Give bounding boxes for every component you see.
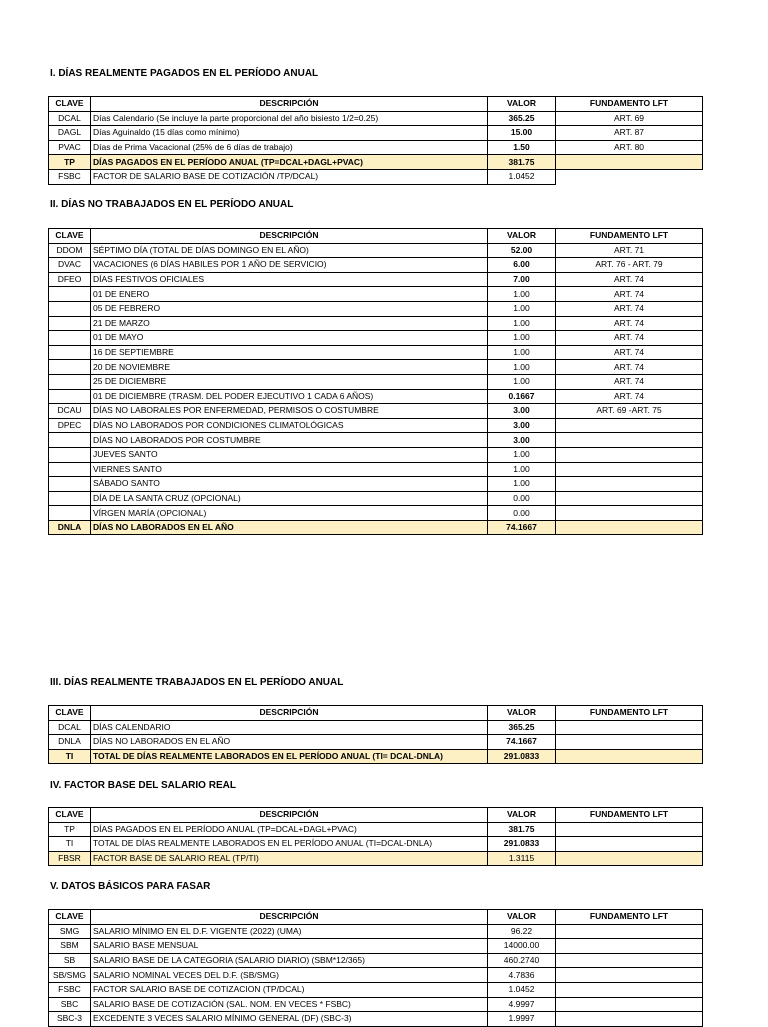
table-row-total	[49, 520, 703, 535]
cell-desc: TOTAL DE DÍAS REALMENTE LABORADOS EN EL PERÍODO ANUAL (TI=DCAL-DNLA)	[91, 837, 488, 852]
section-title-1: I. DÍAS REALMENTE PAGADOS EN EL PERÍODO ANUAL	[50, 68, 319, 79]
table-row	[49, 953, 703, 968]
cell-desc: Días Calendario (Se incluye la parte proporcional del año bisiesto 1/2=0.25)	[91, 111, 488, 126]
table-row	[49, 491, 703, 506]
cell-clave: TI	[49, 749, 91, 764]
cell-clave	[49, 447, 91, 462]
table-row	[49, 447, 703, 462]
cell-desc: VÍRGEN MARÍA (OPCIONAL)	[91, 506, 488, 521]
cell-clave: DCAL	[49, 720, 91, 735]
cell-desc: DÍAS PAGADOS EN EL PERÍODO ANUAL (TP=DCAL+DAGL+PVAC)	[91, 155, 488, 170]
table-row	[49, 272, 703, 287]
header-fundamento: FUNDAMENTO LFT	[556, 229, 703, 244]
section-title-4: IV. FACTOR BASE DEL SALARIO REAL	[50, 780, 236, 791]
cell-fund: ART. 74	[556, 331, 703, 346]
cell-fund	[556, 720, 703, 735]
cell-desc: 25 DE DICIEMBRE	[91, 374, 488, 389]
table-row	[49, 374, 703, 389]
table-row	[49, 822, 703, 837]
header-valor: VALOR	[488, 910, 556, 925]
cell-clave: SB/SMG	[49, 968, 91, 983]
table-datos-basicos	[48, 909, 703, 1027]
cell-fund: ART. 74	[556, 272, 703, 287]
header-clave: CLAVE	[49, 97, 91, 112]
table-row	[49, 316, 703, 331]
cell-valor: 1.00	[488, 360, 556, 375]
cell-desc: FACTOR BASE DE SALARIO REAL (TP/TI)	[91, 851, 488, 866]
cell-desc: 01 DE DICIEMBRE (TRASM. DEL PODER EJECUTIVO 1 CADA 6 AÑOS)	[91, 389, 488, 404]
header-descripcion: DESCRIPCIÓN	[91, 910, 488, 925]
header-fundamento: FUNDAMENTO LFT	[556, 808, 703, 823]
cell-desc: Días Aguinaldo (15 días como mínimo)	[91, 126, 488, 141]
cell-fund	[556, 997, 703, 1012]
cell-clave: DNLA	[49, 735, 91, 750]
cell-fund	[556, 433, 703, 448]
cell-clave: DNLA	[49, 520, 91, 535]
cell-valor: 1.0452	[488, 982, 556, 997]
cell-valor: 1.00	[488, 374, 556, 389]
table-row	[49, 1012, 703, 1027]
cell-valor: 291.0833	[488, 749, 556, 764]
table-header-row	[49, 97, 703, 112]
cell-valor: 1.00	[488, 477, 556, 492]
table-row	[49, 243, 703, 258]
cell-desc: 16 DE SEPTIEMBRE	[91, 345, 488, 360]
cell-valor: 74.1667	[488, 735, 556, 750]
cell-valor: 6.00	[488, 258, 556, 273]
cell-valor: 3.00	[488, 418, 556, 433]
cell-desc: 20 DE NOVIEMBRE	[91, 360, 488, 375]
header-descripcion: DESCRIPCIÓN	[91, 229, 488, 244]
section-title-2: II. DÍAS NO TRABAJADOS EN EL PERÍODO ANUAL	[50, 199, 294, 210]
cell-fund: ART. 76 - ART. 79	[556, 258, 703, 273]
table-row	[49, 924, 703, 939]
cell-valor: 1.9997	[488, 1012, 556, 1027]
cell-fund	[556, 837, 703, 852]
section-title-3: III. DÍAS REALMENTE TRABAJADOS EN EL PERÍODO ANUAL	[50, 677, 344, 688]
table-row	[49, 939, 703, 954]
header-valor: VALOR	[488, 808, 556, 823]
cell-valor: 365.25	[488, 111, 556, 126]
cell-desc: DÍAS NO LABORADOS POR COSTUMBRE	[91, 433, 488, 448]
cell-fund: ART. 74	[556, 345, 703, 360]
cell-fund: ART. 74	[556, 301, 703, 316]
cell-fund: ART. 80	[556, 140, 703, 155]
cell-desc: JUEVES SANTO	[91, 447, 488, 462]
cell-fund	[556, 822, 703, 837]
table-row	[49, 345, 703, 360]
cell-clave: SMG	[49, 924, 91, 939]
cell-clave: DFEO	[49, 272, 91, 287]
cell-clave: SBM	[49, 939, 91, 954]
cell-fund	[556, 939, 703, 954]
cell-fund: ART. 74	[556, 360, 703, 375]
cell-valor: 381.75	[488, 822, 556, 837]
cell-fund	[556, 1012, 703, 1027]
cell-clave: SBC-3	[49, 1012, 91, 1027]
table-header-row	[49, 706, 703, 721]
header-fundamento: FUNDAMENTO LFT	[556, 97, 703, 112]
table-row	[49, 169, 703, 184]
cell-fund	[556, 982, 703, 997]
cell-clave: TI	[49, 837, 91, 852]
cell-fund	[556, 851, 703, 866]
table-row-total	[49, 851, 703, 866]
cell-valor: 1.00	[488, 345, 556, 360]
cell-fund	[556, 506, 703, 521]
cell-valor: 1.00	[488, 287, 556, 302]
table-row	[49, 982, 703, 997]
table-row	[49, 462, 703, 477]
table-row	[49, 360, 703, 375]
cell-valor: 1.00	[488, 331, 556, 346]
table-row	[49, 140, 703, 155]
table-header-row	[49, 808, 703, 823]
cell-desc: TOTAL DE DÍAS REALMENTE LABORADOS EN EL PERÍODO ANUAL (TI= DCAL-DNLA)	[91, 749, 488, 764]
cell-fund	[556, 462, 703, 477]
table-row	[49, 258, 703, 273]
table-header-row	[49, 910, 703, 925]
header-clave: CLAVE	[49, 808, 91, 823]
cell-valor: 3.00	[488, 404, 556, 419]
table-row	[49, 126, 703, 141]
cell-valor: 52.00	[488, 243, 556, 258]
cell-clave: DCAL	[49, 111, 91, 126]
table-row	[49, 331, 703, 346]
cell-fund: ART. 87	[556, 126, 703, 141]
cell-fund	[556, 520, 703, 535]
table-row	[49, 968, 703, 983]
header-clave: CLAVE	[49, 229, 91, 244]
cell-valor: 365.25	[488, 720, 556, 735]
cell-desc: EXCEDENTE 3 VECES SALARIO MÍNIMO GENERAL (DF) (SBC-3)	[91, 1012, 488, 1027]
cell-fund: ART. 71	[556, 243, 703, 258]
header-clave: CLAVE	[49, 910, 91, 925]
cell-desc: 05 DE FEBRERO	[91, 301, 488, 316]
cell-clave	[49, 491, 91, 506]
cell-desc: DÍAS CALENDARIO	[91, 720, 488, 735]
cell-valor: 1.3115	[488, 851, 556, 866]
cell-valor: 1.00	[488, 447, 556, 462]
header-valor: VALOR	[488, 229, 556, 244]
cell-clave	[49, 433, 91, 448]
table-row	[49, 389, 703, 404]
cell-valor: 74.1667	[488, 520, 556, 535]
cell-valor: 1.00	[488, 462, 556, 477]
header-fundamento: FUNDAMENTO LFT	[556, 910, 703, 925]
cell-desc: DÍA DE LA SANTA CRUZ (OPCIONAL)	[91, 491, 488, 506]
cell-desc: VIERNES SANTO	[91, 462, 488, 477]
cell-desc: 21 DE MARZO	[91, 316, 488, 331]
cell-desc: DÍAS NO LABORADOS POR CONDICIONES CLIMATOLÓGICAS	[91, 418, 488, 433]
cell-valor: 1.50	[488, 140, 556, 155]
cell-fund: ART. 74	[556, 389, 703, 404]
cell-valor: 0.00	[488, 506, 556, 521]
cell-valor: 0.1667	[488, 389, 556, 404]
table-row	[49, 433, 703, 448]
table-row	[49, 506, 703, 521]
header-valor: VALOR	[488, 706, 556, 721]
cell-desc: DÍAS FESTIVOS OFICIALES	[91, 272, 488, 287]
table-row	[49, 404, 703, 419]
cell-desc: FACTOR DE SALARIO BASE DE COTIZACIÓN /TP/DCAL)	[91, 169, 488, 184]
cell-clave	[49, 462, 91, 477]
section-title-5: V. DATOS BÁSICOS PARA FASAR	[50, 881, 211, 892]
cell-valor: 1.00	[488, 316, 556, 331]
cell-valor: 3.00	[488, 433, 556, 448]
cell-valor: 15.00	[488, 126, 556, 141]
header-fundamento: FUNDAMENTO LFT	[556, 706, 703, 721]
header-descripcion: DESCRIPCIÓN	[91, 97, 488, 112]
cell-fund: ART. 69	[556, 111, 703, 126]
table-row-total	[49, 749, 703, 764]
cell-desc: SÁBADO SANTO	[91, 477, 488, 492]
header-descripcion: DESCRIPCIÓN	[91, 808, 488, 823]
cell-clave: DCAU	[49, 404, 91, 419]
cell-fund	[556, 491, 703, 506]
cell-valor: 460.2740	[488, 953, 556, 968]
cell-fund	[556, 924, 703, 939]
cell-clave	[49, 316, 91, 331]
cell-valor: 4.9997	[488, 997, 556, 1012]
cell-clave: TP	[49, 822, 91, 837]
cell-clave: DAGL	[49, 126, 91, 141]
table-row	[49, 418, 703, 433]
table-row	[49, 837, 703, 852]
cell-clave	[49, 287, 91, 302]
header-valor: VALOR	[488, 97, 556, 112]
cell-empty	[556, 169, 703, 184]
cell-valor: 96.22	[488, 924, 556, 939]
cell-desc: DÍAS NO LABORADOS EN EL AÑO	[91, 520, 488, 535]
cell-fund: ART. 74	[556, 287, 703, 302]
cell-desc: SALARIO BASE MENSUAL	[91, 939, 488, 954]
cell-fund: ART. 74	[556, 374, 703, 389]
cell-clave: TP	[49, 155, 91, 170]
cell-valor: 4.7836	[488, 968, 556, 983]
table-row	[49, 287, 703, 302]
cell-valor: 291.0833	[488, 837, 556, 852]
cell-fund	[556, 418, 703, 433]
cell-desc: DÍAS NO LABORADOS EN EL AÑO	[91, 735, 488, 750]
cell-clave	[49, 506, 91, 521]
cell-clave	[49, 360, 91, 375]
cell-clave: DPEC	[49, 418, 91, 433]
cell-desc: SALARIO BASE DE LA CATEGORIA (SALARIO DIARIO) (SBM*12/365)	[91, 953, 488, 968]
cell-clave: DVAC	[49, 258, 91, 273]
cell-fund	[556, 447, 703, 462]
table-row	[49, 111, 703, 126]
table-dias-pagados	[48, 96, 703, 185]
cell-desc: SALARIO MÍNIMO EN EL D.F. VIGENTE (2022) (UMA)	[91, 924, 488, 939]
cell-fund	[556, 735, 703, 750]
table-row-total	[49, 155, 703, 170]
table-row	[49, 720, 703, 735]
cell-clave	[49, 345, 91, 360]
cell-clave: SBC	[49, 997, 91, 1012]
cell-clave	[49, 331, 91, 346]
cell-desc: DÍAS PAGADOS EN EL PERÍODO ANUAL (TP=DCAL+DAGL+PVAC)	[91, 822, 488, 837]
cell-clave	[49, 374, 91, 389]
table-header-row	[49, 229, 703, 244]
cell-clave: PVAC	[49, 140, 91, 155]
cell-valor: 7.00	[488, 272, 556, 287]
table-row	[49, 735, 703, 750]
header-clave: CLAVE	[49, 706, 91, 721]
cell-clave: SB	[49, 953, 91, 968]
cell-clave: DDOM	[49, 243, 91, 258]
table-dias-trabajados	[48, 705, 703, 764]
cell-clave: FSBC	[49, 169, 91, 184]
cell-valor: 0.00	[488, 491, 556, 506]
cell-clave: FSBC	[49, 982, 91, 997]
cell-fund	[556, 953, 703, 968]
cell-desc: SALARIO BASE DE COTIZACIÓN (SAL. NOM. EN VECES * FSBC)	[91, 997, 488, 1012]
cell-valor: 1.00	[488, 301, 556, 316]
cell-desc: Días de Prima Vacacional (25% de 6 días de trabajo)	[91, 140, 488, 155]
cell-fund	[556, 155, 703, 170]
cell-valor: 1.0452	[488, 169, 556, 184]
cell-valor: 14000.00	[488, 939, 556, 954]
cell-clave	[49, 301, 91, 316]
header-descripcion: DESCRIPCIÓN	[91, 706, 488, 721]
cell-desc: SÉPTIMO DÍA (TOTAL DE DÍAS DOMINGO EN EL AÑO)	[91, 243, 488, 258]
cell-desc: 01 DE ENERO	[91, 287, 488, 302]
cell-desc: FACTOR SALARIO BASE DE COTIZACION (TP/DCAL)	[91, 982, 488, 997]
cell-valor: 381.75	[488, 155, 556, 170]
cell-desc: SALARIO NOMINAL VECES DEL D.F. (SB/SMG)	[91, 968, 488, 983]
table-factor-base	[48, 807, 703, 866]
table-row	[49, 997, 703, 1012]
cell-fund	[556, 749, 703, 764]
cell-clave	[49, 477, 91, 492]
table-row	[49, 301, 703, 316]
cell-fund	[556, 477, 703, 492]
cell-desc: DÍAS NO LABORALES POR ENFERMEDAD, PERMISOS O COSTUMBRE	[91, 404, 488, 419]
table-dias-no-trabajados	[48, 228, 703, 535]
cell-fund: ART. 69 -ART. 75	[556, 404, 703, 419]
cell-desc: VACACIONES (6 DÍAS HABILES POR 1 AÑO DE SERVICIO)	[91, 258, 488, 273]
cell-clave: FBSR	[49, 851, 91, 866]
cell-desc: 01 DE MAYO	[91, 331, 488, 346]
cell-clave	[49, 389, 91, 404]
cell-fund: ART. 74	[556, 316, 703, 331]
table-row	[49, 477, 703, 492]
cell-fund	[556, 968, 703, 983]
